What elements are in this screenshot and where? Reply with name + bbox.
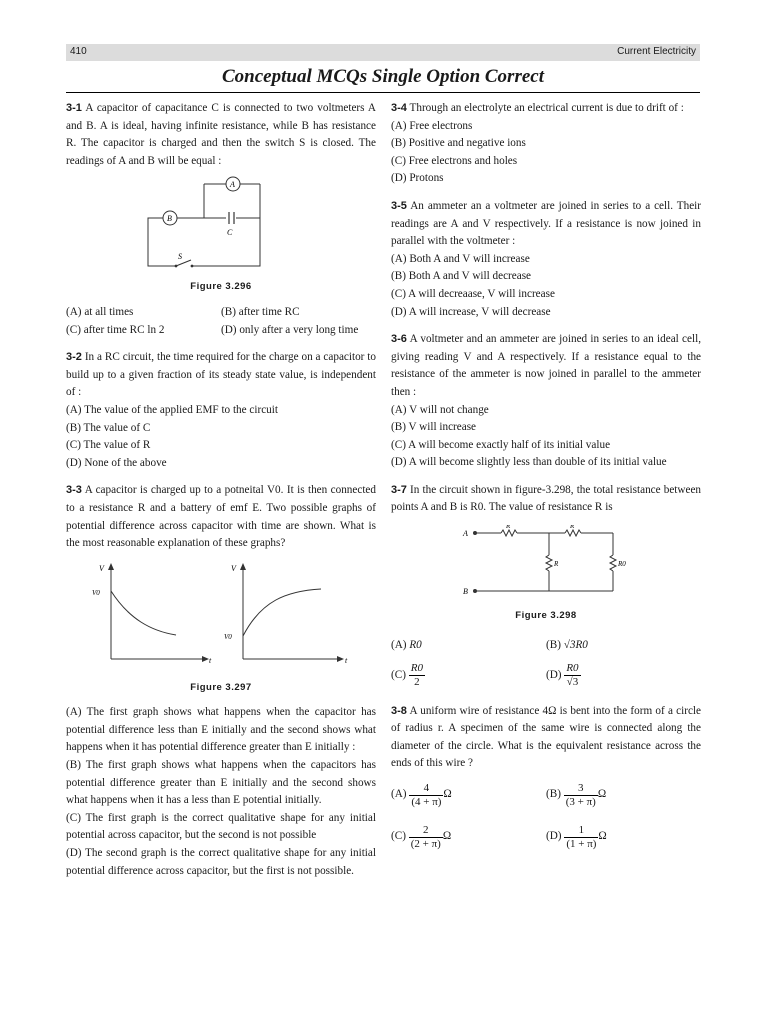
option-a: (A) The first graph shows what happens when the capacitor has potential difference less than E initially and the second shows what happens when it has potential difference greater than E initially :	[66, 706, 376, 754]
point-a-label: A	[463, 529, 468, 539]
question-3-3	[66, 482, 376, 880]
question-3-4	[391, 100, 701, 188]
question-number: 3-1	[66, 102, 82, 114]
option-a: (A) $\frac{4}{(4 + \pi)}$ Ω	[391, 781, 452, 808]
option-b: (B) The first graph shows what happens when the capacitors has potential difference greater than E initially and the second shows what happens when it has a less than E potential initially.	[66, 759, 376, 807]
option-a: (A) Both A and V will increase	[391, 252, 530, 265]
question-number: 3-4	[391, 102, 407, 114]
option-c: (C) $\frac{R0}{2}$	[391, 662, 423, 689]
graph2-v0-label: V0	[224, 632, 232, 641]
question-number: 3-6	[391, 333, 407, 346]
option-c: (C) The first graph is the correct qualitative shape for any initial potential across capacitor, but the second is not possible	[66, 811, 376, 842]
question-3-1	[66, 100, 376, 339]
graph1-v0-label: V0	[92, 588, 100, 597]
resistor-r2-label: R	[570, 525, 575, 531]
capacitor-label: C	[227, 228, 233, 238]
figure-3-297	[91, 561, 351, 671]
option-d: (D) $\frac{1}{(1 + \pi)}$ Ω	[546, 823, 607, 850]
resistor-r3-label: R	[554, 560, 559, 569]
question-text: A capacitor of capacitance C is connected to two voltmeters A and B. A is ideal, having infinite resistance, while B has resistance R. The capacitor is charged and then the switch S is closed. The readings of A and B will be equal :	[66, 102, 376, 167]
option-a: (A) Free electrons	[391, 119, 473, 132]
resistor-r1-label: R	[506, 525, 511, 531]
point-b-label: B	[463, 587, 468, 597]
option-d: (D) $\frac{R0}{√3}$	[546, 662, 579, 689]
figure-caption: Figure 3.296	[190, 281, 252, 293]
option-c: (C) A will decreaase, V will increase	[391, 287, 555, 300]
question-number: 3-7	[391, 483, 407, 496]
left-column	[66, 100, 376, 880]
switch-label: S	[178, 252, 182, 262]
question-text: A capacitor is charged up to a potneital V0. It is then connected to a resistance R and a battery of emf E. Two possible graphs of potential difference across capacitor with time are shown. What is the most reasonable explanation of these graphs?	[66, 484, 376, 550]
question-3-8	[391, 703, 701, 857]
option-b: (B) Positive and negative ions	[391, 137, 526, 150]
graph2-y-label: V	[231, 563, 236, 573]
option-b: (B) Both A and V will decrease	[391, 270, 532, 283]
question-text: A uniform wire of resistance 4Ω is bent into the form of a circle of radius r. A specimen of the same wire is connected along the diameter of the circle. What is the equivalent resistance across the ends of this wire ?	[391, 704, 701, 770]
option-d: (D) A will increase, V will decrease	[391, 305, 551, 318]
question-text: In a RC circuit, the time required for the charge on a capacitor to build up to a given fraction of its steady state value, is independent of :	[66, 351, 377, 399]
page-header	[66, 44, 700, 61]
voltmeter-b-label: B	[167, 214, 172, 224]
question-text: A voltmeter and an ammeter are joined in series to an ideal cell, giving reading V and A respectively. If a resistance equal to the resistance of the ammeter is now joined in parallel to the ammeter then :	[391, 333, 702, 398]
option-a: (A) V will not change	[391, 403, 489, 416]
option-c: (C) A will become exactly half of its initial value	[391, 438, 611, 451]
graph1-y-label: V	[99, 563, 104, 573]
option-d: (D) only after a very long time	[221, 323, 359, 336]
option-b: (B) after time RC	[221, 305, 300, 318]
figure-3-298	[461, 525, 631, 605]
option-b: (B) √3R0	[546, 638, 588, 651]
option-b: (B) The value of C	[66, 421, 151, 434]
ammeter-a-label: A	[230, 180, 235, 190]
option-b: (B) V will increase	[391, 421, 477, 434]
option-b: (B) $\frac{3}{(3 + \pi)}$ Ω	[546, 781, 607, 808]
question-3-6	[391, 331, 701, 472]
page-number: 410	[70, 46, 87, 57]
option-a: (A) The value of the applied EMF to the circuit	[66, 403, 278, 416]
section-title: Current Electricity	[617, 46, 696, 57]
figure-3-296	[146, 176, 296, 276]
option-a: (A) R0	[391, 638, 422, 651]
option-c: (C) The value of R	[66, 439, 151, 452]
title-rule	[66, 92, 700, 93]
question-number: 3-3	[66, 484, 82, 497]
question-text: Through an electrolyte an electrical current is due to drift of :	[409, 102, 684, 114]
option-c: (C) after time RC ln 2	[66, 323, 165, 336]
figure-caption: Figure 3.297	[190, 681, 252, 693]
option-a: (A) at all times	[66, 305, 134, 318]
graph2-x-label: t	[345, 655, 348, 665]
right-column	[391, 100, 701, 857]
question-number: 3-8	[391, 704, 407, 717]
question-text: In the circuit shown in figure-3.298, the total resistance between points A and B is R0. The value of resistance R is	[391, 483, 701, 514]
option-d: (D) The second graph is the correct qualitative shape for any initial potential difference across capacitor, but the first is not possible.	[66, 847, 376, 877]
question-3-7	[391, 482, 701, 693]
question-number: 3-5	[391, 199, 407, 212]
option-d: (D) None of the above	[66, 456, 167, 469]
graph1-x-label: t	[209, 655, 212, 665]
option-d: (D) A will become slightly less than double of its initial value	[391, 456, 667, 469]
option-d: (D) Protons	[391, 172, 444, 185]
question-3-5	[391, 198, 701, 321]
option-c: (C) $\frac{2}{(2 + \pi)}$ Ω	[391, 823, 452, 850]
question-text: An ammeter an a voltmeter are joined in series to a cell. Their readings are A and V respectively. If a resistance is now joined in parallel with the voltmeter :	[391, 199, 701, 248]
question-3-2	[66, 349, 376, 472]
option-c: (C) Free electrons and holes	[391, 154, 518, 167]
figure-caption: Figure 3.298	[515, 610, 577, 622]
resistor-r0-label: R0	[618, 560, 626, 569]
page-title: Conceptual MCQs Single Option Correct	[222, 66, 544, 87]
question-number: 3-2	[66, 351, 82, 364]
